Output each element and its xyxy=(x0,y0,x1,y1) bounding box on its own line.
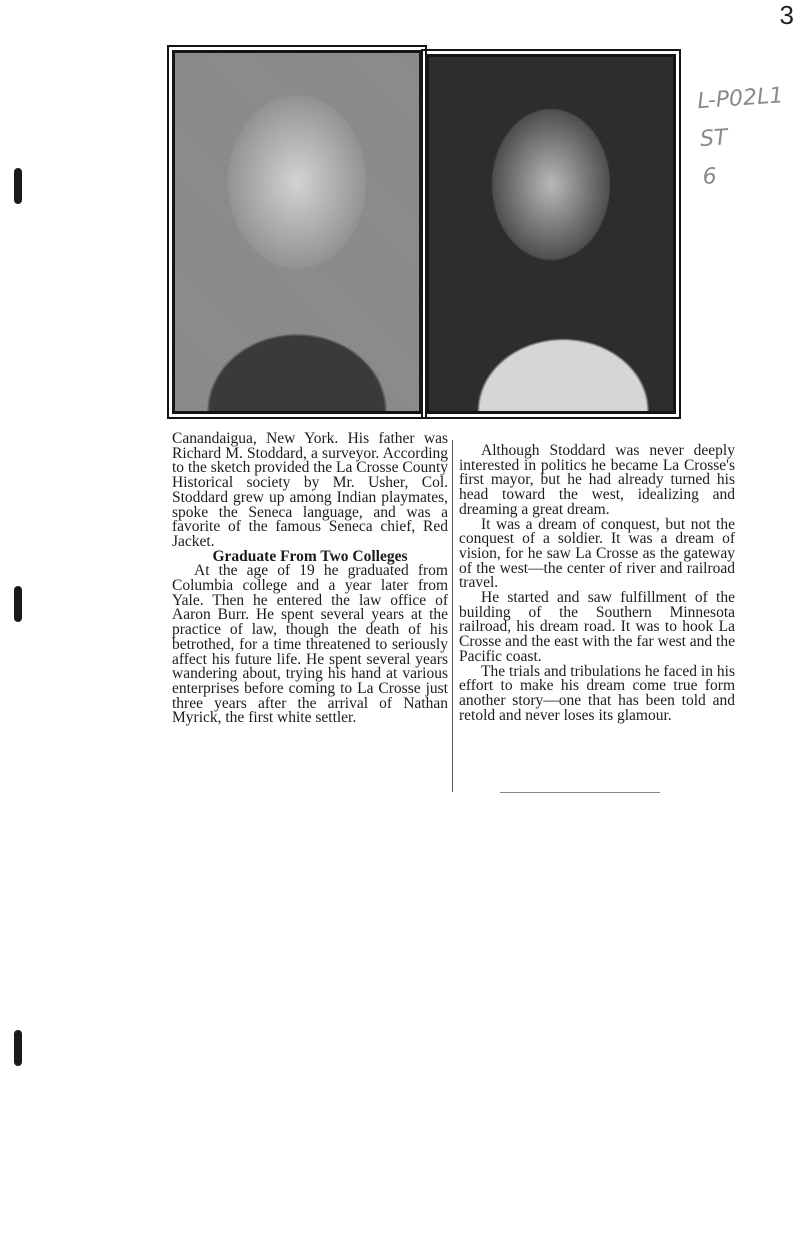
handwritten-notes xyxy=(696,77,794,197)
article-paragraph: Although Stoddard was never deeply interested in politics he became La Crosse's first mayor, but he had already turned his head toward the west, idealizing and dreaming a great dream. xyxy=(459,442,735,518)
end-rule xyxy=(500,792,660,793)
column-divider xyxy=(452,440,453,792)
article-paragraph: The trials and tribulations he faced in his effort to make his dream come true form another story—one that has been told and retold and never loses its glamour. xyxy=(459,662,735,724)
article-paragraph: At the age of 19 he graduated from Columbia college and a year later from Yale. Then he entered the law office of Aaron Burr. He spent several years at the practice of law, though the death of his betrothed, for a time threatened to seriously affect his future life. He spent several years wandering about, trying his hand at various enterprises before coming to La Crosse just three years after the arrival of Nathan Myrick, the first white settler. xyxy=(172,562,448,727)
article-column-left xyxy=(172,432,448,726)
portrait-photo-left xyxy=(172,50,422,414)
punch-hole-mark xyxy=(14,168,22,204)
article-paragraph: Canandaigua, New York. His father was Richard M. Stoddard, a surveyor. According to the sketch provided the La Crosse County Historical society by Mr. Usher, Col. Stoddard grew up among Indian playmates, spoke the Seneca language, and was a favorite of the famous Seneca chief, Red Jacket. xyxy=(172,430,448,550)
page-number: 3 xyxy=(779,0,794,30)
article-column-right xyxy=(459,444,735,723)
article-paragraph: It was a dream of conquest, but not the conquest of a soldier. It was a dream of vision, for he saw La Crosse as the gateway of the west—the center of river and railroad travel. xyxy=(459,515,735,592)
handwritten-note-3: 6 xyxy=(701,164,718,191)
punch-hole-mark xyxy=(14,586,22,622)
article-subheading: Graduate From Two Colleges xyxy=(212,547,408,565)
portrait-photo-right xyxy=(426,54,676,414)
handwritten-note-2: ST xyxy=(699,125,729,153)
handwritten-note-1: L-P02L1 xyxy=(696,83,785,115)
article-paragraph: He started and saw fulfillment of the building of the Southern Minnesota railroad, his dream road. It was to hook La Crosse and the east with the far west and the Pacific coast. xyxy=(459,589,735,665)
punch-hole-mark xyxy=(14,1030,22,1066)
